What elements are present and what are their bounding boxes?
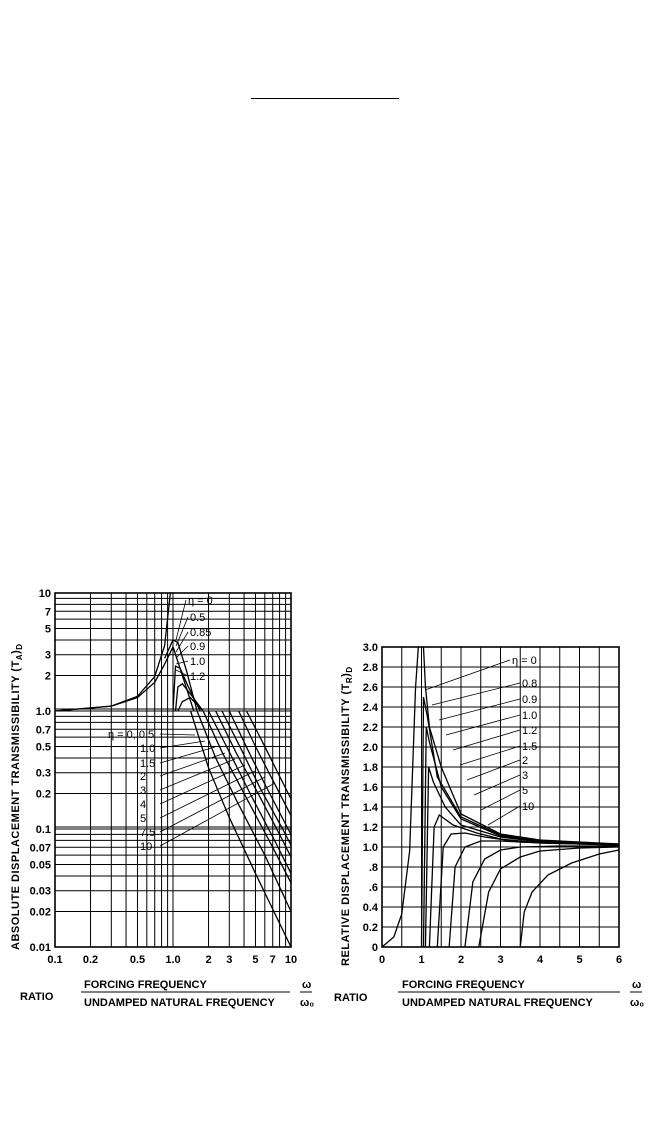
x-tick-label: 7 — [269, 954, 276, 966]
leader-line — [160, 771, 255, 818]
curve-label-lower: 1.0 — [140, 743, 156, 755]
y-tick-label: 0 — [371, 942, 378, 954]
curve — [520, 850, 619, 947]
x-tick-label: 3 — [226, 954, 233, 966]
leader-line — [467, 760, 520, 780]
x-tick-label: 3 — [497, 954, 504, 966]
curve-label-lower: 4 — [140, 799, 147, 811]
x-tick-label: 4 — [536, 954, 544, 966]
right-x-axis-label — [334, 979, 644, 1009]
y-tick-label: 3.0 — [362, 642, 378, 654]
curve-label: 0.8 — [522, 678, 538, 690]
omega-text: ω — [302, 979, 312, 991]
y-tick-label: 2.2 — [362, 722, 378, 734]
curve-label-lower: 5 — [140, 813, 147, 825]
curve — [437, 833, 619, 947]
y-tick-label: 1.0 — [362, 842, 378, 854]
denominator-text: UNDAMPED NATURAL FREQUENCY — [402, 997, 593, 1009]
y-tick-label: 0.07 — [29, 842, 51, 855]
curve-label-upper: 0.9 — [190, 641, 206, 653]
x-tick-label: 6 — [615, 954, 623, 966]
numerator-text: FORCING FREQUENCY — [84, 979, 207, 991]
y-tick-label: 10 — [38, 588, 51, 600]
omega0-text: ω₀ — [300, 997, 315, 1009]
y-tick-label: 2 — [44, 670, 51, 683]
relative-transmissibility-chart — [363, 642, 622, 966]
curve-label-upper: 0.85 — [190, 627, 212, 639]
ratio-word: RATIO — [334, 992, 368, 1004]
x-tick-label: 5 — [576, 954, 583, 966]
y-tick-label: .8 — [368, 862, 378, 874]
curve — [479, 847, 619, 947]
curve-upper — [55, 593, 173, 711]
curve-label: 1.2 — [522, 725, 538, 737]
x-tick-label: 2 — [205, 954, 212, 966]
leader-line — [460, 746, 520, 765]
curve-label: η = 0 — [512, 655, 537, 667]
right-y-axis-label: RELATIVE DISPLACEMENT TRANSMISSIBILITY $(T_R)_D$ — [340, 666, 354, 966]
left-y-axis-label: ABSOLUTE DISPLACEMENT TRANSMISSIBILITY $(T_A)_D$ — [10, 643, 24, 950]
y-tick-label: 3 — [44, 649, 51, 662]
curve-label: 3 — [522, 770, 529, 782]
leader-line — [425, 660, 510, 690]
curve-label: 1.5 — [522, 741, 538, 753]
y-tick-label: 2.8 — [362, 662, 378, 674]
curve-label-lower: 7.5 — [140, 827, 156, 839]
y-tick-label: 0.4 — [362, 902, 378, 914]
x-tick-label: 0 — [378, 954, 386, 966]
curve-label-lower: 1.5 — [140, 758, 156, 770]
curve-label: 2 — [522, 755, 529, 767]
curve — [449, 841, 619, 947]
curve-label-lower: 10 — [140, 841, 153, 853]
y-tick-label: 0.2 — [35, 788, 51, 801]
leader-line — [160, 783, 275, 846]
y-tick-label: 0.2 — [362, 922, 378, 934]
y-tick-label: 1.4 — [362, 802, 378, 814]
curve — [382, 647, 418, 947]
absolute-transmissibility-chart — [30, 588, 298, 966]
y-tick-label: 1.6 — [362, 782, 378, 794]
omega0-text: ω₀ — [630, 997, 645, 1009]
y-tick-label: .6 — [368, 882, 378, 894]
curve-label-upper: η = 0 — [188, 595, 213, 607]
ratio-word: RATIO — [20, 991, 54, 1003]
leader-line — [488, 806, 520, 825]
y-tick-label: 7 — [44, 606, 51, 619]
curve-label-lower: η = 0, 0.5 — [108, 729, 155, 741]
y-tick-label: 1.0 — [35, 706, 51, 718]
x-tick-label: 10 — [284, 954, 298, 966]
y-tick-label: 1.2 — [362, 822, 378, 834]
x-tick-label: 0.1 — [47, 954, 63, 966]
y-tick-label: 5 — [44, 623, 51, 636]
x-tick-label: 1.0 — [165, 954, 181, 966]
curve-label: 1.0 — [522, 710, 538, 722]
curve-label: 0.9 — [522, 694, 538, 706]
curve-label-upper: 1.2 — [190, 671, 206, 683]
curve-label-lower: 3 — [140, 785, 147, 797]
y-tick-label: 0.02 — [29, 906, 51, 919]
y-tick-label: 0.05 — [29, 859, 51, 872]
curve-label: 5 — [522, 785, 529, 797]
y-tick-label: 2.0 — [362, 742, 378, 754]
y-tick-label: 0.7 — [35, 724, 51, 737]
denominator-text: UNDAMPED NATURAL FREQUENCY — [84, 997, 275, 1009]
x-tick-label: 1 — [418, 954, 425, 966]
curve-label: 10 — [522, 801, 535, 813]
leader-line — [446, 715, 520, 735]
curve-label-upper: 0.5 — [190, 612, 206, 624]
curve-label-upper: 1.0 — [190, 656, 206, 668]
curve-label-lower: 2 — [140, 771, 147, 783]
leader-line — [439, 699, 520, 720]
y-tick-label: 0.3 — [35, 767, 51, 780]
x-tick-label: 0.2 — [82, 954, 99, 966]
y-tick-label: 2.4 — [362, 702, 378, 714]
x-tick-label: 0.5 — [129, 954, 146, 966]
left-x-axis-label — [20, 979, 314, 1009]
leader-line — [432, 683, 520, 705]
numerator-text: FORCING FREQUENCY — [402, 979, 525, 991]
y-tick-label: 0.01 — [29, 942, 51, 954]
leader-line — [160, 734, 195, 735]
omega-text: ω — [632, 979, 642, 991]
y-tick-label: 0.03 — [29, 885, 51, 898]
y-tick-label: 1.8 — [362, 762, 378, 774]
x-tick-label: 5 — [252, 954, 259, 966]
y-tick-label: 0.5 — [35, 741, 51, 754]
y-tick-label: 2.6 — [362, 682, 378, 694]
x-tick-label: 2 — [457, 954, 465, 966]
y-tick-label: 0.1 — [35, 824, 51, 836]
